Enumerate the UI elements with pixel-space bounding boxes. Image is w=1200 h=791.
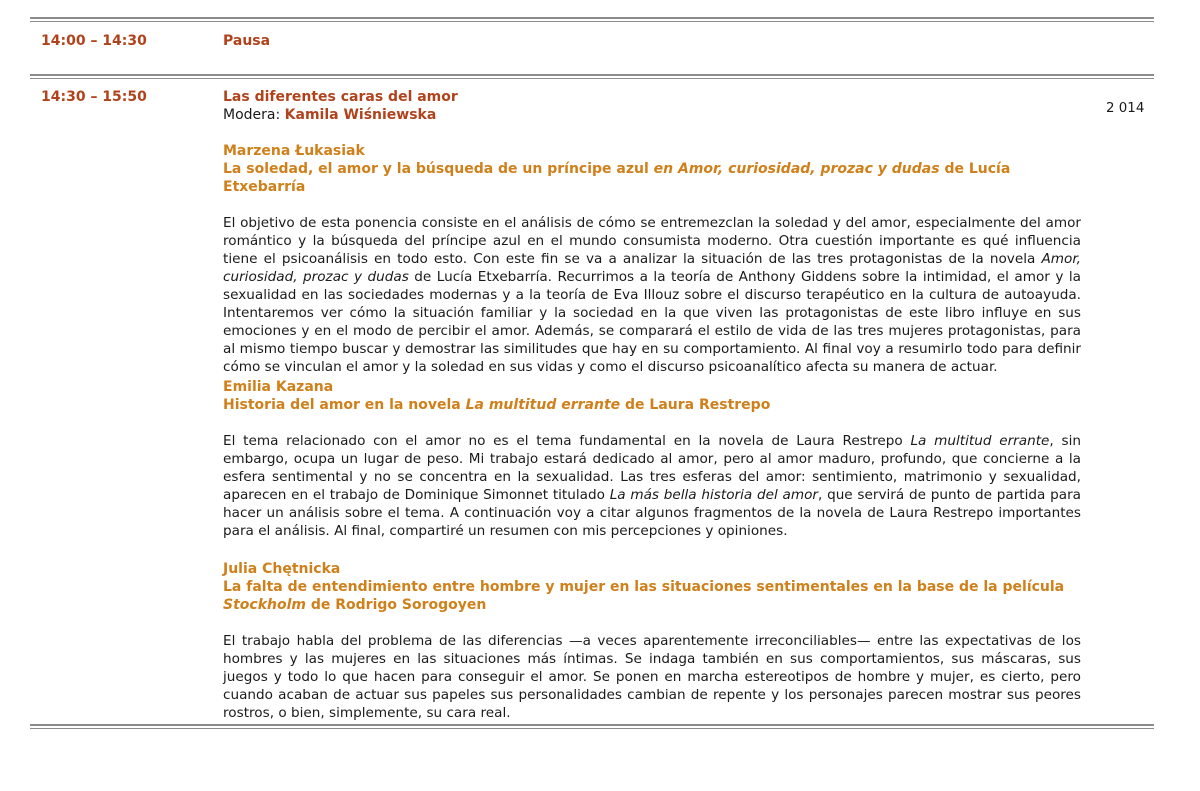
paper-abstract: El trabajo habla del problema de las diferencias —a veces aparentemente irreconciliables— entre las expectativas de los hombres y las mujeres en las situaciones más íntimas. Se indaga también en sus comportamientos, sus máscaras, sus juegos y todo lo que hacen para conseguir el amor. Se ponen en marcha estereotipos de hombre y mujer, es cierto, pero cuando acaban de actuar sus papeles sus personalidades cambian de repente y los personajes parecen mostrar sus peores rostros, o bien, simplemente, su cara real. — [223, 633, 1081, 721]
paper-author: Julia Chętnicka — [223, 561, 341, 577]
slot-time-pause: 14:00 – 14:30 — [41, 33, 147, 49]
paper-title: Historia del amor en la novela La multitud errante de Laura Restrepo — [223, 397, 771, 413]
paper-author: Marzena Łukasiak — [223, 143, 365, 159]
paper-3 — [223, 560, 1081, 722]
paper-2 — [223, 378, 1081, 540]
session-title: Las diferentes caras del amor — [223, 89, 458, 105]
paper-abstract: El objetivo de esta ponencia consiste en el análisis de cómo se entremezclan la soledad y del amor, especialmente del amor romántico y la búsqueda del príncipe azul en el mundo consumista moderno. Otra cuestión importante es qué influencia tiene el psicoanálisis en todo esto. Con este fin se va a analizar la situación de las tres protagonistas de la novela Amor, curiosidad, prozac y dudas de Lucía Etxebarría. Recurrimos a la teoría de Anthony Giddens sobre la intimidad, el amor y la sexualidad en las sociedades modernas y a la teoría de Eva Illouz sobre el discurso terapéutico en la cultura de autoayuda. Intentaremos ver cómo la situación familiar y la sociedad en la que viven las protagonistas de este libro influye en sus emociones y en el modo de percibir el amor. Además, se comparará el estilo de vida de las tres mujeres protagonistas, para al mismo tiempo buscar y demostrar las similitudes que hay en su comportamiento. Al final voy a resumirlo todo para definir cómo se vinculan el amor y la soledad en sus vidas y como el discurso psicoanalítico afecta su manera de actuar. — [223, 215, 1081, 375]
moderator-name: Kamila Wiśniewska — [284, 107, 437, 123]
paper-1 — [223, 142, 1081, 376]
bottom-rule — [30, 724, 1154, 726]
slot-time-session: 14:30 – 15:50 — [41, 89, 147, 105]
moderator-label: Modera: — [223, 107, 285, 123]
section-rule — [30, 74, 1154, 76]
paper-abstract: El tema relacionado con el amor no es el tema fundamental en la novela de Laura Restrepo La multitud errante, sin embargo, ocupa un lugar de peso. Mi trabajo estará dedicado al amor, pero al amor maduro, profundo, que concierne a la esfera sentimental y no se concentra en la sexualidad. Las tres esferas del amor: sentimiento, matrimonio y sexualidad, aparecen en el trabajo de Dominique Simonnet titulado La más bella historia del amor, que servirá de punto de partida para hacer un análisis sobre el tema. A continuación voy a citar algunos fragmentos de la novela de Laura Restrepo importantes para el análisis. Al final, compartiré un resumen con mis percepciones y opiniones. — [223, 433, 1081, 539]
slot-title-pause: Pausa — [223, 33, 271, 49]
paper-title: La soledad, el amor y la búsqueda de un príncipe azul en Amor, curiosidad, prozac y dudas de Lucía Etxebarría — [223, 161, 1011, 195]
top-rule — [30, 17, 1154, 19]
room-number: 2 014 — [1106, 101, 1145, 116]
moderator-line — [223, 106, 436, 124]
paper-author: Emilia Kazana — [223, 379, 334, 395]
paper-title: La falta de entendimiento entre hombre y mujer en las situaciones sentimentales en la base de la película Stockholm de Rodrigo Sorogoyen — [223, 579, 1065, 613]
